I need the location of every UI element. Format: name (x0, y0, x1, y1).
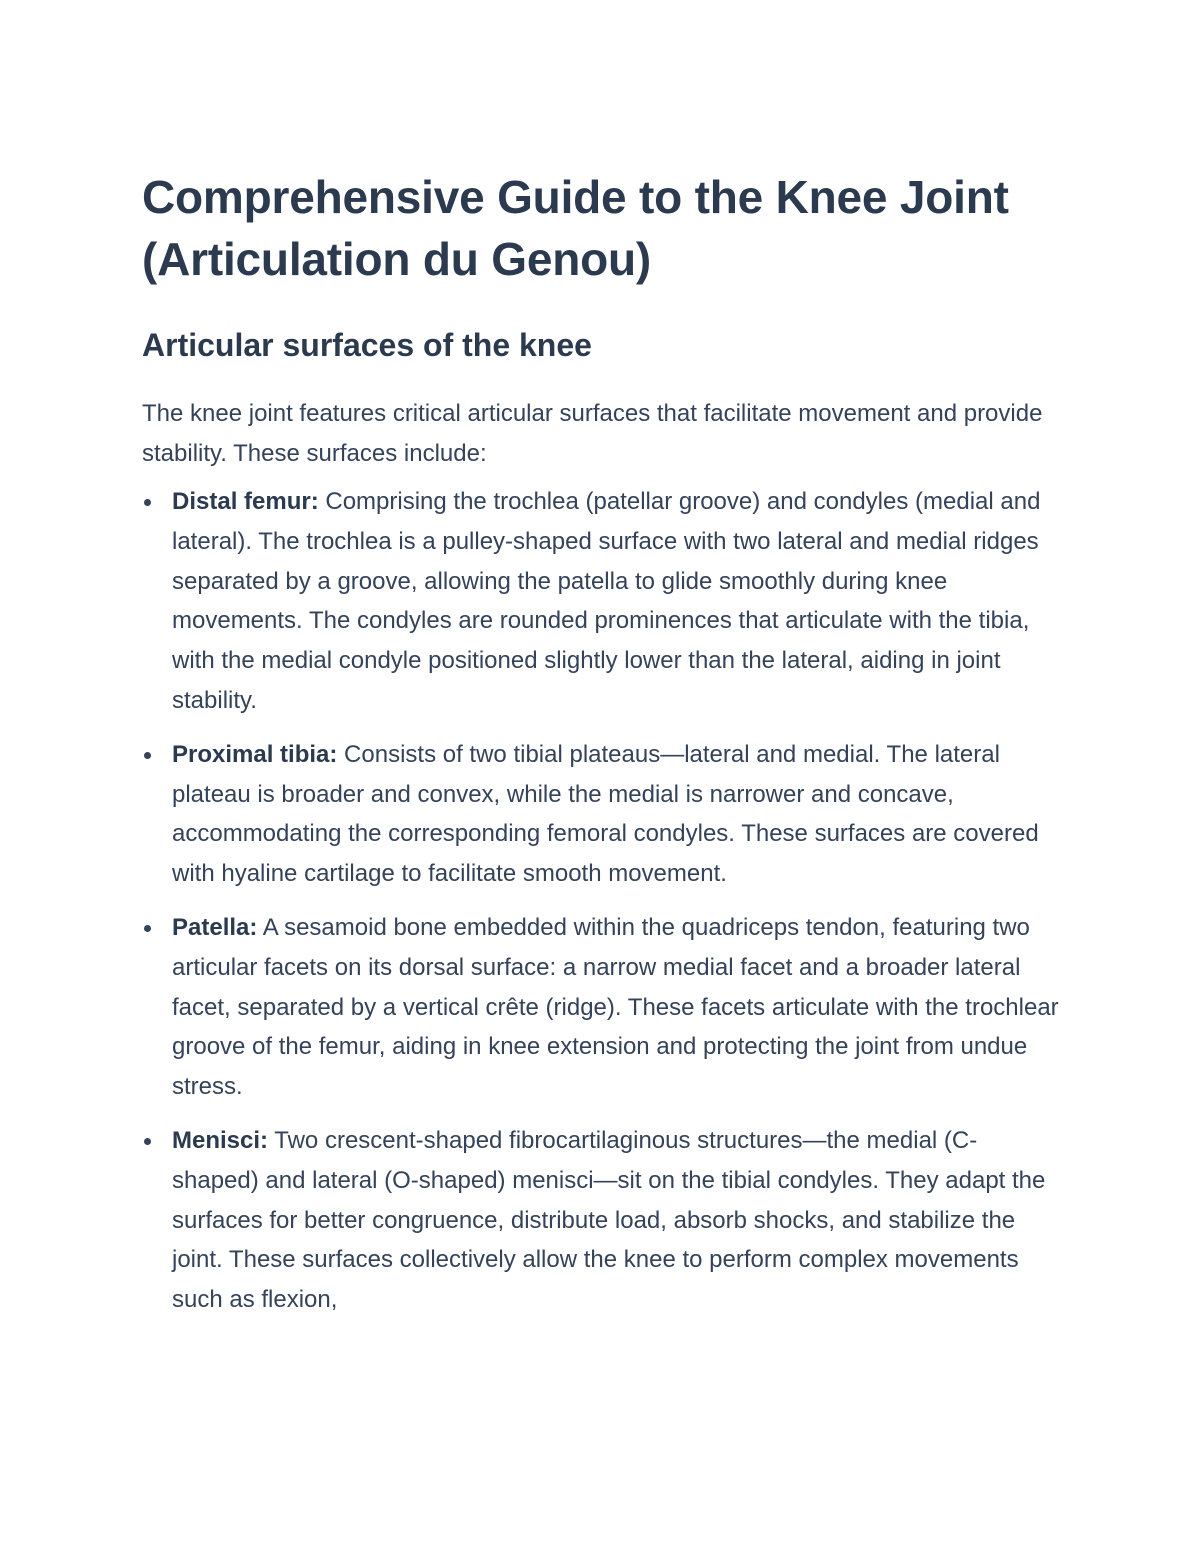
item-term: Menisci: (172, 1126, 269, 1154)
page-title: Comprehensive Guide to the Knee Joint (Articulation du Genou) (142, 171, 1009, 285)
item-term: Proximal tibia: (172, 740, 338, 768)
list-item-patella (142, 908, 1060, 1107)
bullet-icon (144, 499, 151, 506)
list-item-menisci (142, 1121, 1060, 1320)
bullet-icon (144, 925, 151, 932)
bullet-icon (144, 1138, 151, 1145)
item-text: A sesamoid bone embedded within the quadriceps tendon, featuring two articular facets on its dorsal surface: a narrow medial facet and a broader lateral facet, separated by a vertical crête (ridge). These facets articulate with the trochlear groove of the femur, aiding in knee extension and protecting the joint from undue stress. (172, 913, 1059, 1101)
item-text: Consists of two tibial plateaus—lateral and medial. The lateral plateau is broader and convex, while the medial is narrower and concave, accommodating the corresponding femoral condyles. These surfaces are covered with hyaline cartilage to facilitate smooth movement. (172, 740, 1039, 888)
articular-surfaces-list (142, 482, 1060, 1320)
item-term: Patella: (172, 913, 258, 941)
section-heading: Articular surfaces of the knee (142, 327, 592, 363)
list-item-distal-femur (142, 482, 1060, 721)
item-text: Comprising the trochlea (patellar groove) and condyles (medial and lateral). The trochlea is a pulley-shaped surface with two lateral and medial ridges separated by a groove, allowing the patella to glide smoothly during knee movements. The condyles are rounded prominences that articulate with the tibia, with the medial condyle positioned slightly lower than the lateral, aiding in joint stability. (172, 488, 1041, 714)
item-term: Distal femur: (172, 488, 319, 515)
list-item-proximal-tibia (142, 735, 1060, 894)
bullet-icon (144, 752, 151, 759)
intro-paragraph: The knee joint features critical articular surfaces that facilitate movement and provide stability. These surfaces include: (142, 400, 1043, 467)
item-text: Two crescent-shaped fibrocartilaginous structures—the medial (C-shaped) and lateral (O-shaped) menisci—sit on the tibial condyles. They adapt the surfaces for better congruence, distribute load, absorb shocks, and stabilize the joint. These surfaces collectively allow the knee to perform complex movements such as flexion, (172, 1126, 1046, 1314)
